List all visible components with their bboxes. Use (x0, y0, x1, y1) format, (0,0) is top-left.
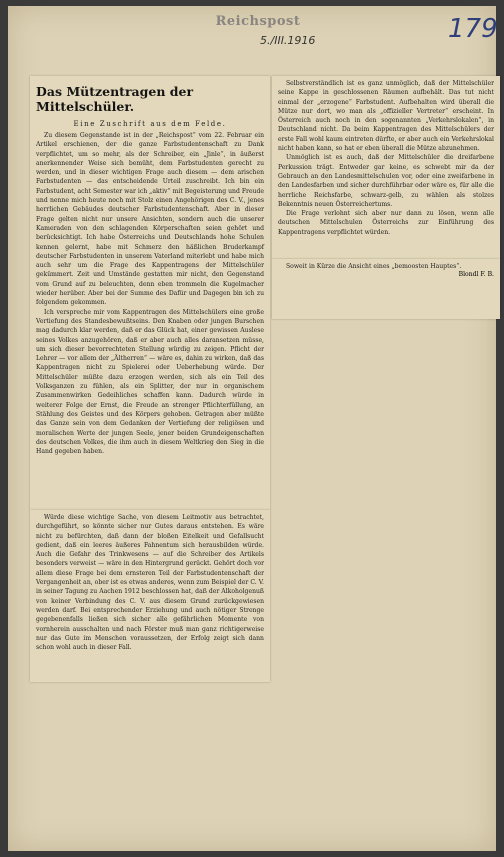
paragraph: Soweit in Kürze die Ansicht eines „bemoosten Hauptes“. (286, 263, 462, 270)
article-headline: Das Mützentragen der Mittelschüler. (36, 84, 194, 114)
handwritten-date: 5./III.1916 (260, 34, 316, 47)
author-signature: Blondl F. B. (458, 271, 494, 279)
clipping-right-bottom (272, 259, 500, 319)
paragraph: Zu diesem Gegenstande ist in der „Reichspost“ vom 22. Februar ein Artikel erschienen, der die ganze Farbstudentenschaft zu Dank verpflichtet, um so mehr, als der Schreiber, ein „Jinle“, in äußerst anerkennender Weise sich bemüht, dem Farbstudenten gerecht zu werden, und in dieser wichtigen Frage auch diesem — dem arischen Farbstudenten — das entscheidende Urteil zuschreibt. Ich bin ein Farbstudent, acht Semester war ich „aktiv“ mit Begeisterung und Freude und nenne mich heute noch mit Stolz einen Angehörigen des C. V., jenes herrlichen Gebäudes deutscher Farbstudentenschaft. Aber in dieser Frage gelten nicht nur unsere Ansichten, sondern auch die unserer Kameraden von den schlagenden Körperschaften seien gehört und berücksichtigt. Ich habe Österreichs und Deutschlands hohe Schulen kennen gelernt, habe mit Schmerz den häßlichen Bruderkampf deutscher Farbstudenten in unserem Vaterland miterlebt und habe mich auch sehr um die Frage des Kappentragens der Mittelschüler gekümmert. Zeit und Umstände gestatten mir nicht, den Gegenstand vom Grund auf zu beleuchten, denn eben trommeln die Kugelmacher wieder herüber. Aber bei der Summe des Dafür und Dagegen bin ich zu folgendem gekommen. (36, 132, 264, 307)
paragraph: Unmöglich ist es auch, daß der Mittelschüler die dreifarbene Perkussion trägt. Entweder gar keine, es schwebt mir da der Gebrauch an den Landesmittelschulen vor, oder eine zweifarbene in den Landesfarben und sicher durchführbar oder wäre es, für alle die herrliche Reichsfarbe, schwarz-gelb, zu wählen als stolzes Bekenntnis neuen Österreichertums. (278, 154, 494, 208)
clipping-left-bottom (30, 510, 270, 682)
article-body-left-2 (36, 513, 264, 652)
archive-number: 179 (448, 14, 498, 44)
clipping-left-top (30, 76, 270, 510)
article-subhead: Eine Zuschrift aus dem Felde. (73, 120, 227, 128)
paragraph: Würde diese wichtige Sache, von diesem Leitmotiv aus betrachtet, durchgeführt, so könnte sicher nur Gutes daraus entstehen. Es wäre nicht zu befürchten, daß dann der bloßen Eitelkeit und Gefallsucht gedient, daß ein leeres äußeres Fahnentum sich herausbilden würde. Auch die Gefahr des Trinkwesens — auf die Schreiber des Artikels besonders verweist — wäre in den Hintergrund gerückt. Gehört doch vor allem diese Frage bei dem ernsteren Teil der Farbstudentenschaft der Vergangenheit an, ober ist es etwas anderes, wenn zum Beispiel der C. V. in seiner Tagung zu Aachen 1912 beschlossen hat, daß der Alkoholgenuß von keiner Verbindung des C. V. aus diesem Grund zurückgewiesen werden darf. Bei entsprechender Erziehung und auch nötiger Strenge gegebenenfalls ließen sich sicher alle gefährlichen Momente von vornherein ausschalten und nach Förster muß man ganz richtigerweise nur das Gute im Menschen voraussetzen, der Erfolg zeigt sich dann schon wohl auch in dieser Fall. (36, 514, 264, 652)
paragraph: Die Frage verlohnt sich aber nur dann zu lösen, wenn alle deutschen Mittelschulen Österreichs zur Einführung des Kappentragens verpflichtet würden. (278, 210, 494, 236)
paragraph: Selbstverständlich ist es ganz unmöglich, daß der Mittelschüler seine Kappe in geschlossenen Räumen aufbehält. Das tut nicht einmal der „erzogene“ Farbstudent. Aufbehalten wird überall die Mütze nur dort, wo man als „offizieller Vertreter“ erscheint. In Österreich auch noch in den sogenannten „Verkehrslokalen“, in Deutschland nicht. Da beim Kappentragen des Mittelschülers der erste Fall wohl kaum eintreten dürfte, er aber auch ein Verkehrslokal nicht haben kann, so hat er eben überall die Mütze abzunehmen. (278, 80, 494, 153)
masthead-stamp: Reichspost (215, 14, 301, 29)
paragraph: Ich verspreche mir vom Kappentragen des Mittelschülers eine große Vertiefung des Standesbewußtseins. Den Knaben oder jungen Burschen mag dadurch klar werden, daß er das Glück hat, einer gewissen Auslese seines Volkes anzugehören, daß er aber auch alles daransetzen müsse, um sich dieser bevorrechteten Stellung würdig zu zeigen. Pflicht der Lehrer — vor allem der „Ältherren“ — wäre es, dahin zu wirken, daß das Kappentragen nicht zu Spielerei oder Ueberhebung würde. Der Mittelschüler müßte dazu erzogen werden, sich als ein Teil des Volksganzen zu fühlen, als ein Splitter, der nur in organischem Zusammenwirken Gedeihliches schaffen kann. Dadurch würde in weiterer Folge der Ernst, die Freude an strenger Pflichterfüllung, an Stählung des Geistes und des Körpers gehoben. Getragen aber müßte das Ganze sein von dem Gedanken der Vertiefung der religiösen und moralischen Werte der jungen Seele, jener beiden Grundeigenschaften des deutschen Volkes, die ihm auch in diesem Weltkrieg den Sieg in die Hand gegeben haben. (36, 308, 264, 456)
clipping-right-top (272, 76, 500, 259)
article-body-right-2 (278, 262, 494, 271)
article-body-right-1 (278, 79, 494, 237)
article-body-left-1 (36, 131, 264, 456)
